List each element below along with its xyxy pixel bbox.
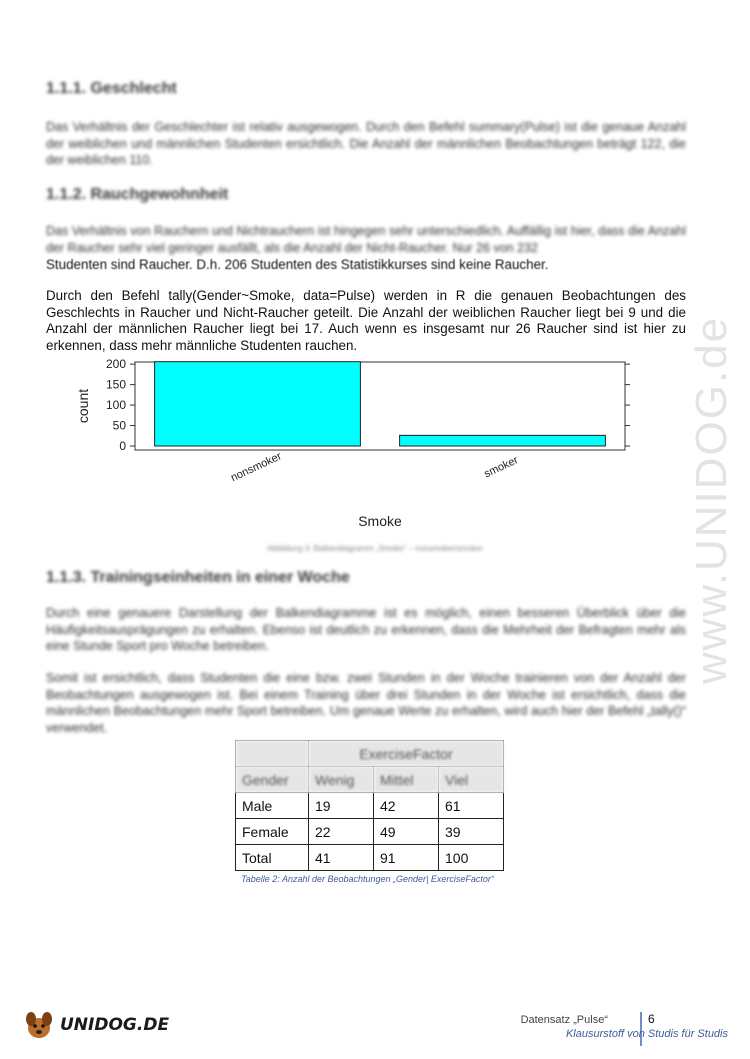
dog-icon (22, 1010, 56, 1040)
table-cell: 42 (374, 793, 439, 819)
y-tick-label: 50 (112, 418, 126, 433)
x-tick-label: smoker (482, 454, 521, 481)
table-row (236, 793, 504, 819)
table-row-header: Gender (236, 767, 309, 793)
y-tick-label: 0 (119, 439, 126, 453)
table-cell: 61 (439, 793, 504, 819)
table-group-header: ExerciseFactor (309, 741, 504, 767)
table-cell: 41 (309, 845, 374, 871)
table-cell: 19 (309, 793, 374, 819)
y-tick-label: 150 (105, 377, 126, 392)
heading-trainingseinheiten: 1.1.3. Trainingseinheiten in einer Woche (46, 569, 350, 586)
x-tick-label: nonsmoker (229, 450, 284, 485)
exercise-table (235, 740, 504, 871)
table-cell: 91 (374, 845, 439, 871)
logo-text: UNIDOG.DE (60, 1015, 170, 1035)
paragraph-training-1: Durch eine genauere Darstellung der Balkendiagramme ist es möglich, einen besseren Überblick über die Häufigkeitsausprägungen zu erhalten. Ebenso ist deutlich zu erkennen, dass die Mehrheit der Befragten mehr als eine Stunde Sport pro Woche betreiben. (46, 606, 686, 653)
table-column-header: Viel (439, 767, 504, 793)
watermark: www.UNIDOG.de (687, 315, 736, 685)
table-header-row-columns (236, 767, 504, 793)
bar-nonsmoker (155, 362, 361, 446)
table-cell: 22 (309, 819, 374, 845)
page-number: 6 (640, 1012, 655, 1046)
table-row-label: Male (236, 793, 309, 819)
unidog-logo (22, 1010, 169, 1040)
paragraph-geschlecht: Das Verhältnis der Geschlechter ist relativ ausgewogen. Durch den Befehl summary(Pulse) ist die genaue Anzahl der weiblichen und männlichen Studenten ersichtlich. Die Anzahl der männlichen Beobachtungen beträgt 122, die der weiblichen 110. (46, 120, 686, 167)
table-cell: 100 (439, 845, 504, 871)
y-tick-label: 200 (105, 357, 126, 372)
paragraph-rauchgewohnheit-blurred: Das Verhältnis von Rauchern und Nichtrauchern ist hingegen sehr unterschiedlich. Auffällig ist hier, dass die Anzahl der Raucher sehr viel geringer ausfällt, als die Anzahl der Nicht-Raucher. Nur 26 von 232 (46, 224, 686, 255)
figure-caption: Abbildung 3: Balkendiagramm „Smoke“ – nonsmoker/smoker (266, 544, 484, 553)
y-tick-label: 100 (105, 398, 126, 413)
table-column-header: Mittel (374, 767, 439, 793)
table-row (236, 819, 504, 845)
table-row-label: Total (236, 845, 309, 871)
table-column-header: Wenig (309, 767, 374, 793)
table-row-label: Female (236, 819, 309, 845)
y-axis-label: count (75, 388, 91, 424)
smoke-bar-chart (70, 352, 670, 542)
footer-tagline: Klausurstoff von Studis für Studis (565, 1028, 728, 1040)
paragraph-rauchgewohnheit-partial: Studenten sind Raucher. D.h. 206 Studenten des Statistikkurses sind keine Raucher. (46, 257, 549, 272)
paragraph-training-2: Somit ist ersichtlich, dass Studenten die eine bzw. zwei Stunden in der Woche trainieren von der Anzahl der Beobachtungen ausgewogen ist. Bei einem Training über drei Stunden in der Woche ist ersichtlich, dass die männlichen Beobachtungen mehr Sport betreiben. Um genaue Werte zu erhalten, wird auch hier der Befehl „tally()“ verwendet. (46, 671, 686, 735)
table-caption: Tabelle 2: Anzahl der Beobachtungen „Gender| ExerciseFactor“ (241, 874, 494, 884)
footer-dataset: Datensatz „Pulse“ (520, 1014, 608, 1026)
heading-rauchgewohnheit: 1.1.2. Rauchgewohnheit (46, 186, 229, 203)
table-header-row-group (236, 741, 504, 767)
footer (521, 1014, 728, 1040)
table-row (236, 845, 504, 871)
table-cell: 49 (374, 819, 439, 845)
table-corner-cell (236, 741, 309, 767)
paragraph-tally-smoke: Durch den Befehl tally(Gender~Smoke, data=Pulse) werden in R die genauen Beobachtungen des Geschlechts in Raucher und Nicht-Raucher geteilt. Die Anzahl der weiblichen Raucher liegt bei 9 und die Anzahl der männlichen Raucher liegt bei 17. Auch wenn es insgesamt nur 26 Raucher sind ist hier zu erkennen, dass mehr männliche Studenten rauchen. (46, 288, 686, 353)
heading-geschlecht: 1.1.1. Geschlecht (46, 80, 177, 97)
bar-smoker (400, 435, 606, 446)
x-axis-label: Smoke (358, 513, 402, 529)
table-cell: 39 (439, 819, 504, 845)
